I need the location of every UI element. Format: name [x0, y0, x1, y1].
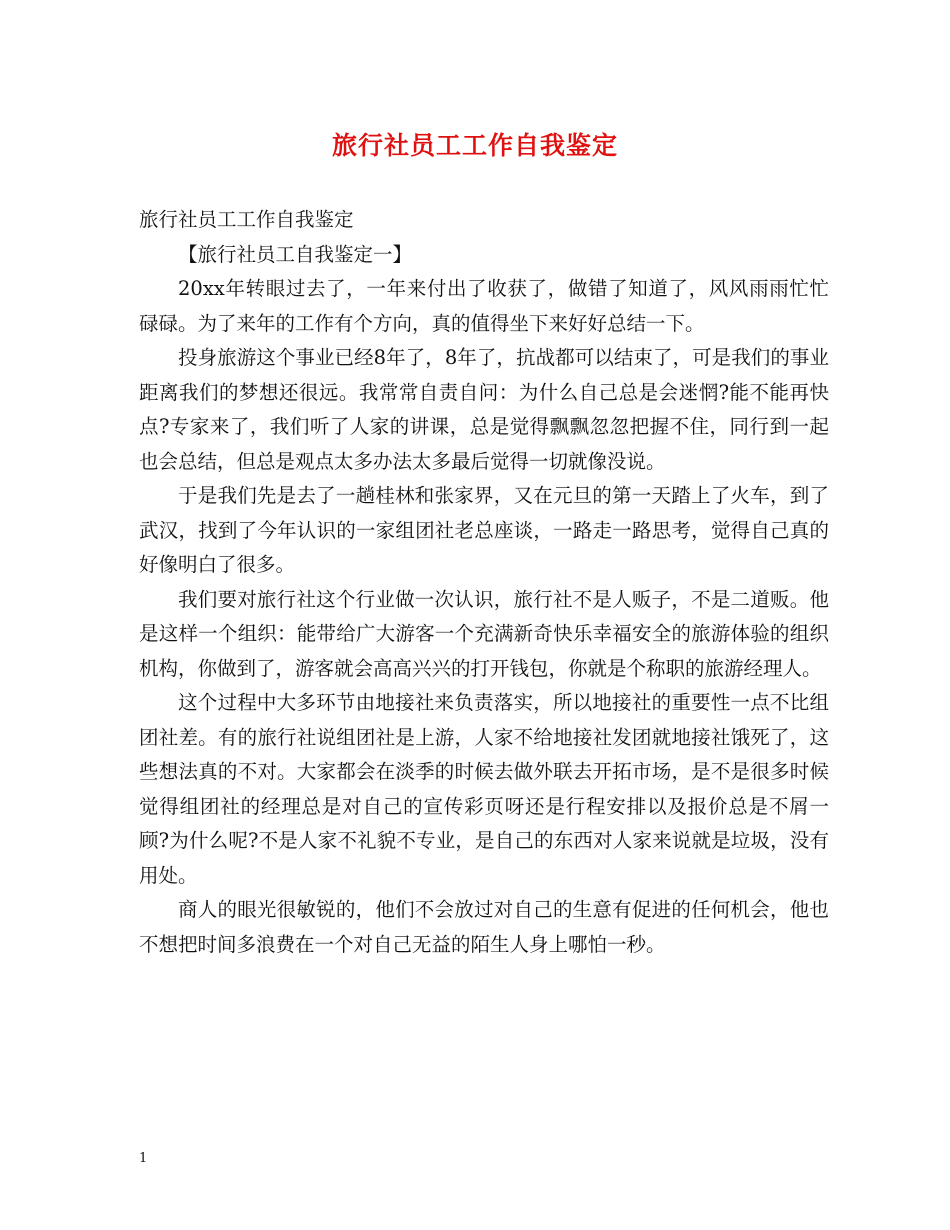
section-heading: 【旅行社员工自我鉴定一】 — [178, 242, 413, 266]
paragraph: 这个过程中大多环节由地接社来负责落实，所以地接社的重要性一点不比组团社差。有的旅行社说组团社是上游，人家不给地接社发团就地接社饿死了，这些想法真的不对。大家都会在淡季的时候去做外联去开拓市场，是不是很多时候觉得组团社的经理总是对自己的宣传彩页呀还是行程安排以及报价总是不屑一顾?为什么呢?不是人家不礼貌不专业，是自己的东西对人家来说就是垃圾，没有用处。 — [139, 691, 829, 887]
document-subtitle: 旅行社员工工作自我鉴定 — [139, 208, 354, 231]
paragraph: 商人的眼光很敏锐的，他们不会放过对自己的生意有促进的任何机会，他也不想把时间多浪费在一个对自己无益的陌生人身上哪怕一秒。 — [139, 898, 829, 956]
paragraph: 于是我们先是去了一趟桂林和张家界，又在元旦的第一天踏上了火车，到了武汉，找到了今年认识的一家组团社老总座谈，一路走一路思考，觉得自己真的好像明白了很多。 — [139, 484, 829, 576]
paragraph: 20xx年转眼过去了，一年来付出了收获了，做错了知道了，风风雨雨忙忙碌碌。为了来年的工作有个方向，真的值得坐下来好好总结一下。 — [139, 277, 829, 335]
paragraph: 投身旅游这个事业已经8年了，8年了，抗战都可以结束了，可是我们的事业距离我们的梦想还很远。我常常自责自问：为什么自己总是会迷惘?能不能再快点?专家来了，我们听了人家的讲课，总是觉得飘飘忽忽把握不住，同行到一起也会总结，但总是观点太多办法太多最后觉得一切就像没说。 — [139, 346, 829, 473]
paragraph: 我们要对旅行社这个行业做一次认识，旅行社不是人贩子，不是二道贩。他是这样一个组织：能带给广大游客一个充满新奇快乐幸福安全的旅游体验的组织机构，你做到了，游客就会高高兴兴的打开钱包，你就是个称职的旅游经理人。 — [139, 587, 829, 680]
page-title: 旅行社员工工作自我鉴定 — [331, 131, 618, 160]
document-body — [139, 203, 829, 962]
page-number: 1 — [139, 1151, 148, 1166]
